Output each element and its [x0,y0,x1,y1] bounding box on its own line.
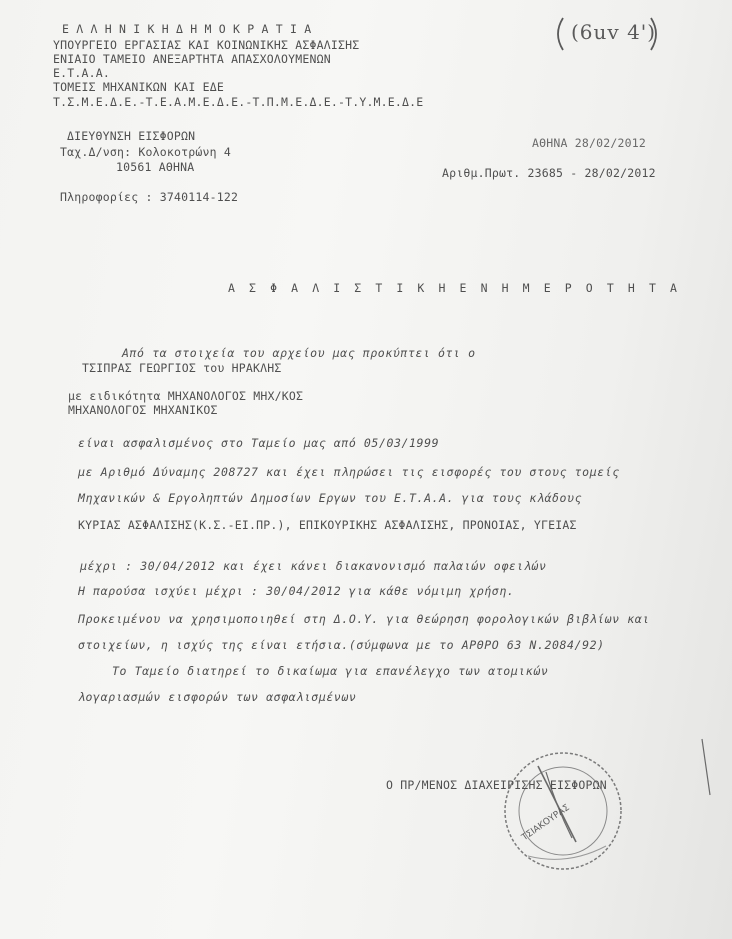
department-info: Πληροφορίες : 3740114-122 [60,190,239,204]
body-line-13: Το Ταμείο διατηρεί το δικαίωμα για επανέλεγχο των ατομικών [112,664,549,678]
body-line-14: λογαριασμών εισφορών των ασφαλισμένων [78,690,357,704]
insured-name: ΤΣΙΠΡΑΣ ΓΕΩΡΓΙΟΣ του ΗΡΑΚΛΗΣ [82,361,282,375]
protocol-number: Αριθμ.Πρωτ. 23685 - 28/02/2012 [442,166,656,180]
specialty-line: με ειδικότητα ΜΗΧΑΝΟΛΟΓΟΣ ΜΗΧ/ΚΟΣ [68,389,304,403]
body-line-11: Προκειμένου να χρησιμοποιηθεί στη Δ.Ο.Υ. για θεώρηση φορολογικών βιβλίων και [78,612,650,626]
header-country: Ε Λ Λ Η Ν Ι Κ Η Δ Η Μ Ο Κ Ρ Α Τ Ι Α [62,22,312,36]
header-sector-acronyms: Τ.Σ.Μ.Ε.Δ.Ε.-Τ.Ε.Α.Μ.Ε.Δ.Ε.-Τ.Π.Μ.Ε.Δ.Ε.-Τ.Υ.Μ.Ε.Δ.Ε [53,95,424,109]
department-city: 10561 ΑΘΗΝΑ [116,160,195,174]
handwritten-note [553,14,661,54]
handwritten-note-text: (6uv 4') [571,20,657,44]
department-name: ΔΙΕΥΘΥΝΣΗ ΕΙΣΦΟΡΩΝ [67,129,196,143]
place-date: ΑΘΗΝΑ 28/02/2012 [532,136,646,150]
document-subject: Α Σ Φ Α Λ Ι Σ Τ Ι Κ Η Ε Ν Η Μ Ε Ρ Ο Τ Η Τ Α [228,281,681,295]
stamp-name: ΤΣΙΑΚΟΥΡΑΣ [520,802,572,844]
body-line-8: ΚΥΡΙΑΣ ΑΣΦΑΛΙΣΗΣ(Κ.Σ.-ΕΙ.ΠΡ.), ΕΠΙΚΟΥΡΙΚΗΣ ΑΣΦΑΛΙΣΗΣ, ΠΡΟΝΟΙΑΣ, ΥΓΕΙΑΣ [78,518,577,532]
header-fund-acronym: Ε.Τ.Α.Α. [53,66,110,80]
body-line-7: Μηχανικών & Εργοληπτών Δημοσίων Εργων του Ε.Τ.Α.Α. για τους κλάδους [78,491,583,505]
pen-mark-icon [698,737,728,797]
specialty-line-2: ΜΗΧΑΝΟΛΟΓΟΣ ΜΗΧΑΝΙΚΟΣ [68,403,218,417]
body-line-12: στοιχείων, η ισχύς της είναι ετήσια.(σύμφωνα με το ΑΡΘΡΟ 63 Ν.2084/92) [78,638,605,652]
body-line-10: Η παρούσα ισχύει μέχρι : 30/04/2012 για κάθε νόμιμη χρήση. [78,584,515,598]
body-line-9: μέχρι : 30/04/2012 και έχει κάνει διακανονισμό παλαιών οφειλών [80,559,547,573]
body-line-1: Από τα στοιχεία του αρχείου μας προκύπτει ότι ο [122,346,476,360]
body-line-5: είναι ασφαλισμένος στο Ταμείο μας από 05/03/1999 [78,436,440,450]
header-ministry: ΥΠΟΥΡΓΕΙΟ ΕΡΓΑΣΙΑΣ ΚΑΙ ΚΟΙΝΩΝΙΚΗΣ ΑΣΦΑΛΙΣΗΣ [53,38,360,52]
header-fund: ΕΝΙΑΙΟ ΤΑΜΕΙΟ ΑΝΕΞΑΡΤΗΤΑ ΑΠΑΣΧΟΛΟΥΜΕΝΩΝ [53,52,331,66]
department-address: Ταχ.Δ/νση: Κολοκοτρώνη 4 [60,145,231,159]
body-line-6: με Αριθμό Δύναμης 208727 και έχει πληρώσει τις εισφορές του στους τομείς [78,465,620,479]
signatory-title: Ο ΠΡ/ΜΕΝΟΣ ΔΙΑΧΕΙΡΙΣΗΣ ΕΙΣΦΟΡΩΝ [386,778,607,792]
header-sectors: ΤΟΜΕΙΣ ΜΗΧΑΝΙΚΩΝ ΚΑΙ ΕΔΕ [53,80,224,94]
